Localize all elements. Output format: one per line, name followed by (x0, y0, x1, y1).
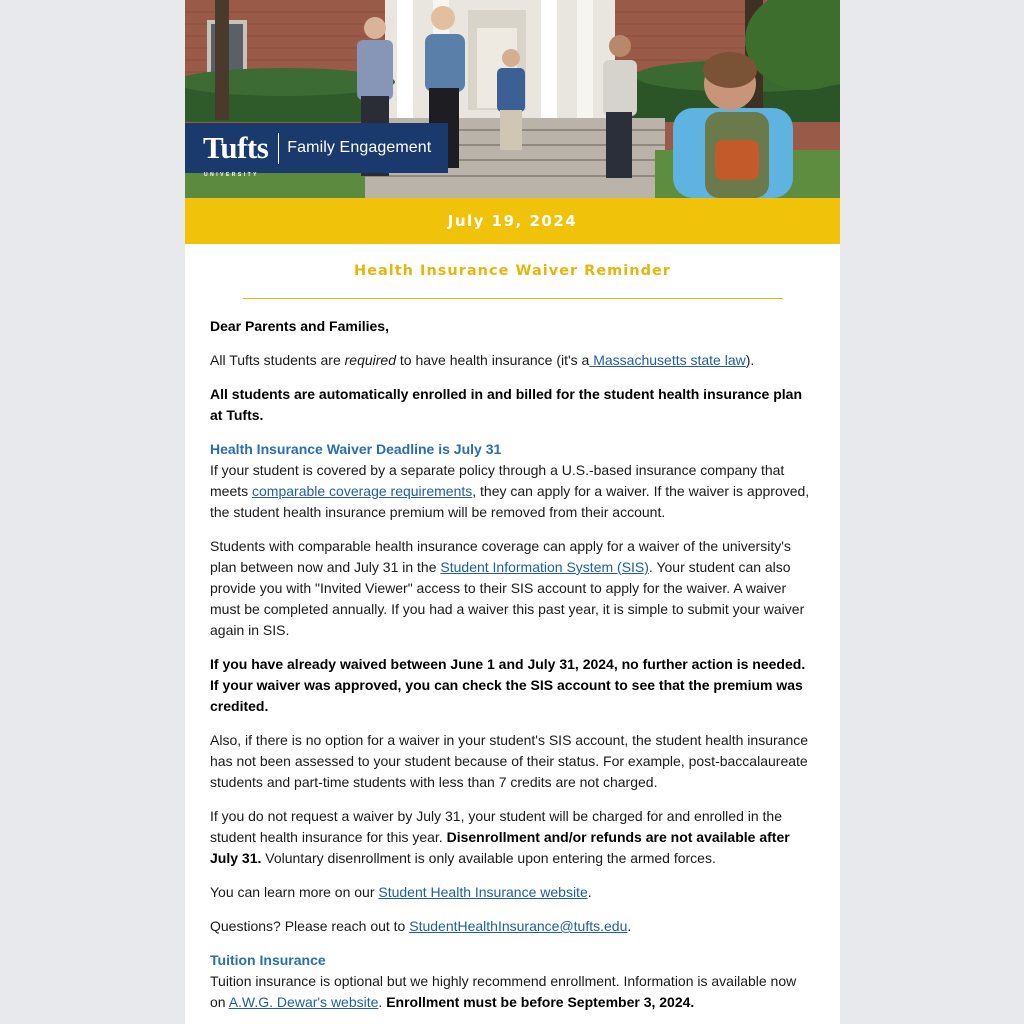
logo-subtitle: UNIVERSITY (204, 172, 260, 178)
paragraph-requirement: All Tufts students are required to have health insurance (it's a Massachusetts state law). (210, 352, 755, 368)
sis-link[interactable]: Student Information System (SIS) (440, 559, 649, 575)
paragraph-deadline-consequence: If you do not request a waiver by July 31, your student will be charged for and enrolled in the student health insurance for this year. Disenrollment and/or refunds are not available after July 31. Voluntary disenrollment is only available upon entering the armed forces. (210, 808, 790, 866)
section-title-tuition-insurance: Tuition Insurance (210, 952, 326, 968)
email-title: Health Insurance Waiver Reminder (354, 263, 671, 279)
hero-banner (185, 0, 840, 198)
tufts-family-engagement-logo (185, 123, 448, 178)
paragraph-sis: Students with comparable health insurance coverage can apply for a waiver of the university's plan between now and July 31 in the Student Information System (SIS). Your student can also provide you with "Invited Viewer" access to their SIS account to apply for the waiver. A waiver must be completed annually. If you had a waiver this past year, it is simple to submit your waiver again in SIS. (210, 538, 805, 638)
section-tuition-insurance: Tuition Insurance Tuition insurance is optional but we highly recommend enrollment. Information is available now on A.W.G. Dewar's website. Enrollment must be before September 3, 2024. (210, 950, 815, 1013)
greeting: Dear Parents and Families, (210, 318, 389, 334)
email-body (185, 0, 840, 1024)
paragraph-questions: Questions? Please reach out to StudentHealthInsurance@tufts.edu. (210, 918, 632, 934)
comparable-coverage-link[interactable]: comparable coverage requirements (252, 483, 473, 499)
paragraph-no-option: Also, if there is no option for a waiver in your student's SIS account, the student health insurance has not been assessed to your student because of their status. For example, post-baccalaureate students and part-time students with less than 7 credits are not charged. (210, 732, 809, 790)
email-contact-link[interactable]: StudentHealthInsurance@tufts.edu (409, 918, 628, 934)
logo-divider (278, 133, 279, 164)
massachusetts-law-link[interactable]: Massachusetts state law (589, 352, 746, 368)
section-waiver-deadline: Health Insurance Waiver Deadline is July 31 If your student is covered by a separate policy through a U.S.-based insurance company that meets comparable coverage requirements, they can apply for a waiver. If the waiver is approved, the student health insurance premium will be removed from their account. (210, 439, 815, 523)
logo-wordmark: Tufts UNIVERSITY (203, 134, 268, 162)
section-title-waiver-deadline: Health Insurance Waiver Deadline is July 31 (210, 441, 502, 457)
student-health-insurance-website-link[interactable]: Student Health Insurance website (378, 884, 588, 900)
paragraph-auto-enrollment: All students are automatically enrolled in and billed for the student health insurance plan at Tufts. (210, 386, 802, 423)
date-banner: July 19, 2024 (185, 198, 840, 244)
awg-dewar-website-link[interactable]: A.W.G. Dewar's website (228, 994, 379, 1010)
email-content (185, 299, 840, 1013)
paragraph-learn-more: You can learn more on our Student Health Insurance website. (210, 884, 592, 900)
paragraph-already-waived: If you have already waived between June 1 and July 31, 2024, no further action is needed. If your waiver was approved, you can check the SIS account to see that the premium was credited. (210, 656, 806, 714)
logo-unit-name: Family Engagement (287, 139, 432, 156)
